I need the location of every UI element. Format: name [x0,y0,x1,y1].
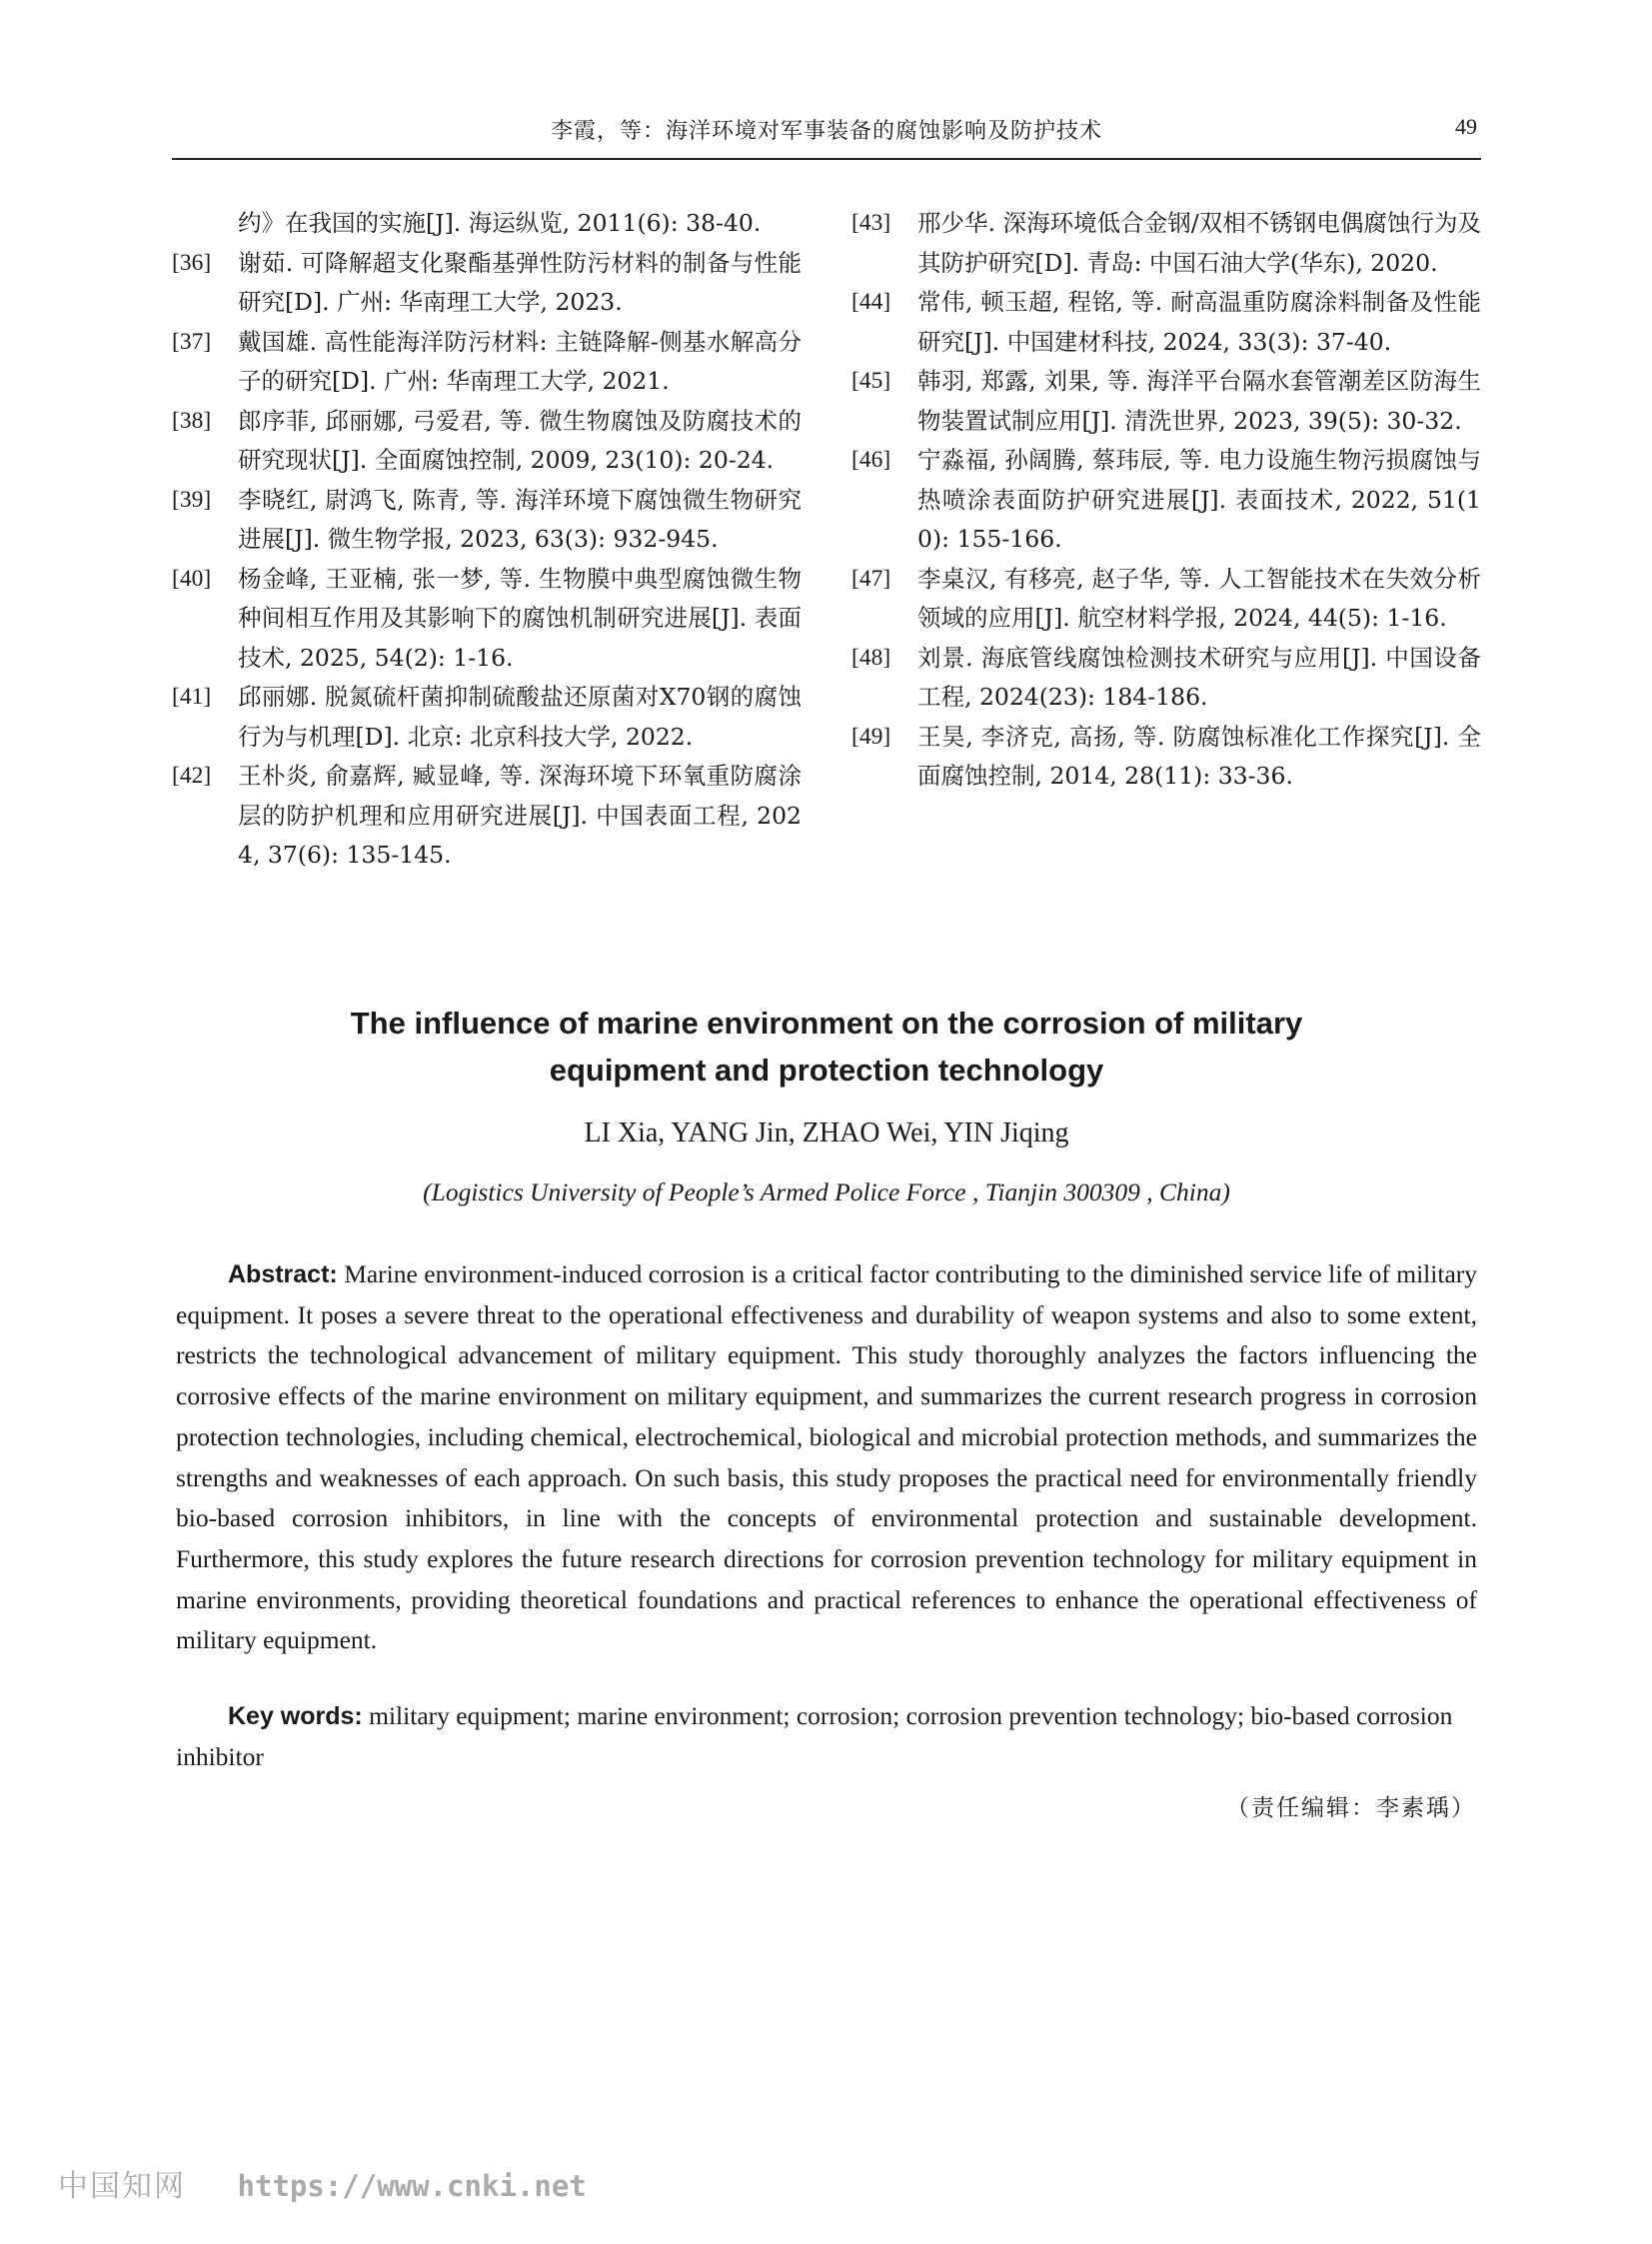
reference-text: 宁淼福, 孙阔腾, 蔡玮辰, 等. 电力设施生物污损腐蚀与热喷涂表面防护研究进展[J]. 表面技术, 2022, 51(10): 155-166. [917,446,1481,553]
reference-item [851,718,1481,797]
footer-url-link[interactable]: https://www.cnki.net [237,2169,587,2203]
reference-text: 王昊, 李济克, 高扬, 等. 防腐蚀标准化工作探究[J]. 全面腐蚀控制, 2014, 28(11): 33-36. [917,722,1481,790]
reference-number: [46] [851,447,891,473]
editor-note: （责任编辑：李素瑀） [1226,1795,1476,1821]
english-authors: LI Xia, YANG Jin, ZHAO Wei, YIN Jiqing [584,1118,1069,1148]
reference-number: [40] [172,565,212,592]
english-abstract [176,1254,1477,1661]
reference-number: [45] [851,368,891,394]
reference-number: [37] [172,328,212,355]
english-title-line-2: equipment and protection technology [549,1053,1104,1088]
reference-text: 杨金峰, 王亚楠, 张一梦, 等. 生物膜中典型腐蚀微生物种间相互作用及其影响下的腐蚀机制研究进展[J]. 表面技术, 2025, 54(2): 1-16. [238,564,802,672]
reference-text: 王朴炎, 俞嘉辉, 臧显峰, 等. 深海环境下环氧重防腐涂层的防护机理和应用研究进展[J]. 中国表面工程, 2024, 37(6): 135-145. [238,762,802,869]
reference-number: [36] [172,249,212,276]
running-header-title: 李霞，等：海洋环境对军事装备的腐蚀影响及防护技术 [550,119,1102,144]
reference-text: 邢少华. 深海环境低合金钢/双相不锈钢电偶腐蚀行为及其防护研究[D]. 青岛: 中国石油大学(华东), 2020. [917,209,1481,277]
reference-number: [41] [172,684,212,710]
reference-text: 常伟, 顿玉超, 程铭, 等. 耐高温重防腐涂料制备及性能研究[J]. 中国建材科技, 2024, 33(3): 37-40. [917,288,1481,356]
reference-item [851,639,1481,718]
abstract-text: Marine environment-induced corrosion is a critical factor contributing to the diminished service life of military equipment. It poses a severe threat to the operational effectiveness and durability of weapon systems and also to some extent, restricts the technological advancement of military equipment. This study thoroughly analyzes the factors influencing the corrosive effects of the marine environment on military equipment, and summarizes the current research progress in corrosion protection technologies, including chemical, electrochemical, biological and microbial protection methods, and summarizes the strengths and weaknesses of each approach. On such basis, this study proposes the practical need for environmentally friendly bio-based corrosion inhibitors, in line with the concepts of environmental protection and sustainable development. Furthermore, this study explores the future research directions for corrosion prevention technology for military equipment in marine environments, providing theoretical foundations and practical references to enhance the operational effectiveness of military equipment. [176,1259,1478,1655]
reference-text: 郎序菲, 邱丽娜, 弓爱君, 等. 微生物腐蚀及防腐技术的研究现状[J]. 全面腐蚀控制, 2009, 23(10): 20-24. [238,406,802,474]
references-right-column [851,204,1481,797]
footer-watermark [58,2161,587,2205]
reference-item [851,283,1481,362]
reference-item [172,560,802,679]
reference-number: [44] [851,289,891,315]
english-title-line-1: The influence of marine environment on the corrosion of military [350,1006,1303,1041]
reference-text: 李桌汉, 有移亮, 赵子华, 等. 人工智能技术在失效分析领域的应用[J]. 航空材料学报, 2024, 44(5): 1-16. [917,564,1481,632]
reference-item [851,204,1481,283]
reference-text: 邱丽娜. 脱氮硫杆菌抑制硫酸盐还原菌对X70钢的腐蚀行为与机理[D]. 北京: 北京科技大学, 2022. [238,683,802,751]
reference-item [172,323,802,402]
references-left-column [172,204,802,876]
reference-text: 戴国雄. 高性能海洋防污材料: 主链降解-侧基水解高分子的研究[D]. 广州: 华南理工大学, 2021. [238,327,802,395]
reference-text: 约》在我国的实施[J]. 海运纵览, 2011(6): 38-40. [238,209,762,237]
keywords-label: Key words: [228,1702,363,1730]
reference-item [172,757,802,876]
reference-number: [42] [172,763,212,789]
footer-site-name: 中国知网 [58,2169,186,2204]
reference-item [172,402,802,481]
reference-number: [39] [172,486,212,513]
reference-number: [43] [851,210,891,236]
abstract-label: Abstract: [228,1260,338,1288]
reference-text: 谢茹. 可降解超支化聚酯基弹性防污材料的制备与性能研究[D]. 广州: 华南理工大学, 2023. [238,248,802,316]
reference-text: 李晓红, 尉鸿飞, 陈青, 等. 海洋环境下腐蚀微生物研究进展[J]. 微生物学报, 2023, 63(3): 932-945. [238,485,802,553]
reference-number: [49] [851,723,891,750]
reference-number: [38] [172,407,212,434]
reference-item [172,204,802,244]
reference-text: 刘景. 海底管线腐蚀检测技术研究与应用[J]. 中国设备工程, 2024(23): 184-186. [917,643,1481,711]
page-number: 49 [1455,114,1477,139]
english-title [172,1000,1481,1094]
english-keywords [176,1696,1477,1777]
running-header [172,108,1481,160]
reference-item [172,678,802,757]
english-affiliation: (Logistics University of People’s Armed Police Force , Tianjin 300309 , China) [423,1177,1230,1206]
reference-number: [47] [851,565,891,592]
reference-item [172,244,802,323]
reference-item [172,481,802,560]
keywords-text: military equipment; marine environment; corrosion; corrosion prevention technology; bio-based corrosion inhibitor [176,1701,1453,1771]
reference-item [851,441,1481,560]
reference-item [851,362,1481,441]
reference-text: 韩羽, 郑露, 刘果, 等. 海洋平台隔水套管潮差区防海生物装置试制应用[J]. 清洗世界, 2023, 39(5): 30-32. [917,367,1481,435]
reference-item [851,560,1481,639]
reference-number: [48] [851,644,891,671]
